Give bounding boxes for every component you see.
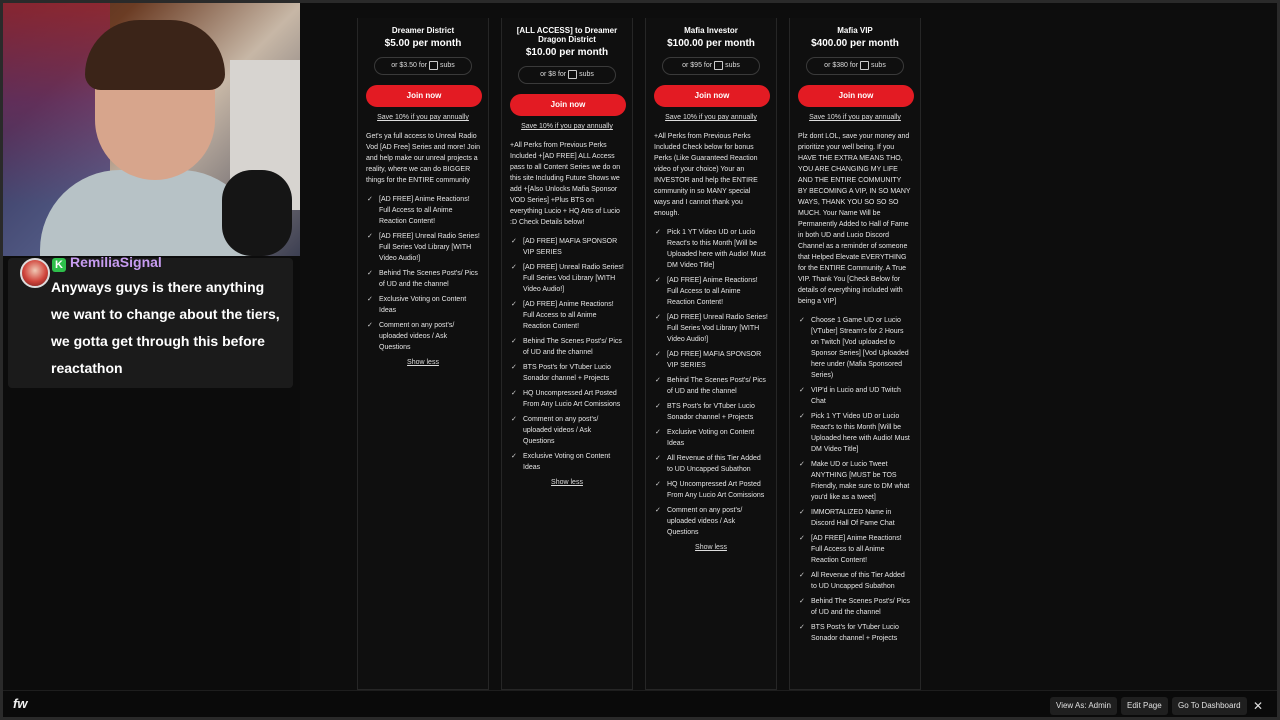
benefit-item xyxy=(654,375,768,397)
twitch-icon xyxy=(429,61,438,70)
benefit-item xyxy=(798,622,912,644)
tier-description: Plz dont LOL, save your money and prioritize your well being. If you HAVE THE EXTRA MEANS THO, YOU ARE CHANGING MY LIFE AND THE ENTIRE COMMUNITY BY BECOMING A VIP, IN SO MANY WAYS, THANK YOU SO SO SO MUCH. Your Name Will be Permanently Added to Hall of Fame in both UD and Lucio Discord Channel as a reminder of someone that Helped Elevate EVERYTHING for the ENTIRE Community. A True VIP. Thank You [Check Below for details of everything included with being a VIP] xyxy=(798,133,911,305)
save-annually-link[interactable]: Save 10% if you pay annually xyxy=(809,114,901,121)
alt-price-amount: or $380 for xyxy=(824,62,859,69)
tier-price: $100.00 per month xyxy=(667,38,755,49)
streamer-hair xyxy=(85,20,225,90)
alt-price-amount: or $8 for xyxy=(540,71,567,78)
check-icon: ✓ xyxy=(655,229,661,236)
benefit-text: BTS Post's for VTuber Lucio Sonador channel + Projects xyxy=(523,364,611,382)
tier-description: +All Perks from Previous Perks Included Check below for bonus Perks (Like Guaranteed Reaction video of your choice) Your an INVESTOR and help the ENTIRE community in so MANY special ways and I cannot thank you enough. xyxy=(654,133,758,217)
benefit-text: HQ Uncompressed Art Posted From Any Lucio Art Comissions xyxy=(667,481,765,499)
tier-description: +All Perks from Previous Perks Included +[AD FREE] ALL Access pass to all Content Series we do on this site Including Future Shows we add +[Also Unlocks Mafia Sponsor VOD Series] +Plus BTS on everything Lucio + HQ Arts of Lucio :D Check Details below! xyxy=(510,142,621,226)
benefit-item xyxy=(798,596,912,618)
check-icon: ✓ xyxy=(367,196,373,203)
benefit-text: Make UD or Lucio Tweet ANYTHING [MUST be TOS Friendly, make sure to DM what you'd like as a tweet] xyxy=(811,461,910,501)
alt-price-suffix: subs xyxy=(579,71,594,78)
check-icon: ✓ xyxy=(655,507,661,514)
check-icon: ✓ xyxy=(367,322,373,329)
alt-price-pill[interactable] xyxy=(662,57,760,75)
join-now-button[interactable]: Join now xyxy=(510,94,626,116)
benefit-item xyxy=(510,262,624,295)
benefit-text: BTS Post's for VTuber Lucio Sonador channel + Projects xyxy=(811,624,899,642)
benefit-list xyxy=(654,227,768,538)
benefit-item xyxy=(654,349,768,371)
benefit-item xyxy=(654,479,768,501)
benefit-text: Pick 1 YT Video UD or Lucio React's to this Month [Will be Uploaded here with Audio! Must DM Video Title] xyxy=(667,229,766,269)
check-icon: ✓ xyxy=(799,509,805,516)
microphone xyxy=(222,170,292,256)
benefit-text: [AD FREE] MAFIA SPONSOR VIP SERIES xyxy=(667,351,762,369)
benefit-text: Pick 1 YT Video UD or Lucio React's to this Month [Will be Uploaded here with Audio! Must DM Video Title] xyxy=(811,413,910,453)
check-icon: ✓ xyxy=(799,572,805,579)
twitch-icon xyxy=(568,70,577,79)
tier-card xyxy=(645,18,777,690)
benefit-item xyxy=(510,299,624,332)
benefit-text: Comment on any post's/ uploaded videos / Ask Questions xyxy=(379,322,455,351)
check-icon: ✓ xyxy=(511,416,517,423)
benefit-item xyxy=(366,194,480,227)
tier-card xyxy=(501,18,633,690)
benefit-item xyxy=(798,570,912,592)
chat-avatar xyxy=(20,258,50,288)
benefit-text: Exclusive Voting on Content Ideas xyxy=(379,296,467,314)
check-icon: ✓ xyxy=(655,481,661,488)
close-icon[interactable]: ✕ xyxy=(1252,699,1264,713)
tier-title: Mafia Investor xyxy=(684,26,738,35)
alt-price-suffix: subs xyxy=(871,62,886,69)
benefit-item xyxy=(510,388,624,410)
check-icon: ✓ xyxy=(511,301,517,308)
benefit-item xyxy=(366,320,480,353)
check-icon: ✓ xyxy=(655,429,661,436)
save-annually-link[interactable]: Save 10% if you pay annually xyxy=(521,123,613,130)
benefit-text: BTS Post's for VTuber Lucio Sonador channel + Projects xyxy=(667,403,755,421)
benefit-text: Comment on any post's/ uploaded videos / Ask Questions xyxy=(667,507,743,536)
chat-username: RemiliaSignal xyxy=(70,254,162,270)
check-icon: ✓ xyxy=(799,535,805,542)
check-icon: ✓ xyxy=(655,377,661,384)
tier-card xyxy=(357,18,489,690)
save-annually-link[interactable]: Save 10% if you pay annually xyxy=(665,114,757,121)
benefit-item xyxy=(798,385,912,407)
view-as-button[interactable]: View As: Admin xyxy=(1050,697,1117,715)
benefit-text: [AD FREE] Anime Reactions! Full Access to all Anime Reaction Content! xyxy=(811,535,902,564)
membership-page xyxy=(300,0,1280,690)
tier-description: Get's ya full access to Unreal Radio Vod [AD Free] Series and more! Join and help make our unreal projects a reality, where we can do BIGGER things for the ENTIRE community xyxy=(366,133,480,184)
benefit-text: Choose 1 Game UD or Lucio [VTuber] Stream's for 2 Hours on Twitch [Vod uploaded to Sponsor Series] [Vod Uploaded here under (Mafia Sponsored Series) xyxy=(811,317,909,379)
benefit-item xyxy=(798,459,912,503)
benefit-item xyxy=(366,231,480,264)
benefit-item xyxy=(510,362,624,384)
benefit-item xyxy=(366,294,480,316)
show-less-link[interactable]: Show less xyxy=(551,479,583,486)
show-less-link[interactable]: Show less xyxy=(695,544,727,551)
check-icon: ✓ xyxy=(367,296,373,303)
tier-price: $5.00 per month xyxy=(384,38,462,49)
join-now-button[interactable]: Join now xyxy=(366,85,482,107)
benefit-text: [AD FREE] MAFIA SPONSOR VIP SERIES xyxy=(523,238,618,256)
edit-page-button[interactable]: Edit Page xyxy=(1121,697,1168,715)
alt-price-pill[interactable] xyxy=(374,57,472,75)
check-icon: ✓ xyxy=(511,453,517,460)
benefit-text: Exclusive Voting on Content Ideas xyxy=(523,453,611,471)
benefit-text: Behind The Scenes Post's/ Pics of UD and the channel xyxy=(523,338,622,356)
benefit-item xyxy=(510,236,624,258)
tier-title: Dreamer District xyxy=(391,26,455,35)
check-icon: ✓ xyxy=(655,403,661,410)
benefit-item xyxy=(654,427,768,449)
check-icon: ✓ xyxy=(655,277,661,284)
admin-bar xyxy=(0,690,1280,720)
join-now-button[interactable]: Join now xyxy=(654,85,770,107)
alt-price-suffix: subs xyxy=(440,62,455,69)
benefit-item xyxy=(798,507,912,529)
benefit-text: [AD FREE] Anime Reactions! Full Access to all Anime Reaction Content! xyxy=(379,196,470,225)
alt-price-pill[interactable] xyxy=(518,66,616,84)
check-icon: ✓ xyxy=(799,317,805,324)
benefit-text: HQ Uncompressed Art Posted From Any Lucio Art Comissions xyxy=(523,390,621,408)
tier-card xyxy=(789,18,921,690)
dashboard-button[interactable]: Go To Dashboard xyxy=(1172,697,1247,715)
benefit-item xyxy=(654,453,768,475)
benefit-text: VIP'd in Lucio and UD Twitch Chat xyxy=(811,387,901,405)
twitch-icon xyxy=(714,61,723,70)
save-annually-link[interactable]: Save 10% if you pay annually xyxy=(377,114,469,121)
benefit-text: [AD FREE] Unreal Radio Series! Full Series Vod Library [WITH Video Audio!] xyxy=(667,314,768,343)
alt-price-suffix: subs xyxy=(725,62,740,69)
benefit-text: Exclusive Voting on Content Ideas xyxy=(667,429,755,447)
benefit-item xyxy=(798,533,912,566)
alt-price-amount: or $3.50 for xyxy=(391,62,427,69)
chat-overlay xyxy=(8,254,293,388)
check-icon: ✓ xyxy=(799,624,805,631)
chat-message: Anyways guys is there anything we want to change about the tiers, we gotta get through this before reactathon xyxy=(51,279,280,376)
tier-price: $400.00 per month xyxy=(811,38,899,49)
benefit-item xyxy=(510,336,624,358)
alt-price-pill[interactable] xyxy=(806,57,904,75)
check-icon: ✓ xyxy=(799,387,805,394)
benefit-text: [AD FREE] Anime Reactions! Full Access to all Anime Reaction Content! xyxy=(523,301,614,330)
benefit-list xyxy=(798,315,912,644)
benefit-item xyxy=(654,312,768,345)
check-icon: ✓ xyxy=(799,598,805,605)
join-now-button[interactable]: Join now xyxy=(798,85,914,107)
alt-price-amount: or $95 for xyxy=(682,62,713,69)
benefit-item xyxy=(798,315,912,381)
benefit-text: IMMORTALIZED Name in Discord Hall Of Fame Chat xyxy=(811,509,895,527)
check-icon: ✓ xyxy=(655,455,661,462)
benefit-item xyxy=(654,505,768,538)
benefit-item xyxy=(510,414,624,447)
check-icon: ✓ xyxy=(799,461,805,468)
tier-title: Mafia VIP xyxy=(837,26,873,35)
check-icon: ✓ xyxy=(367,270,373,277)
check-icon: ✓ xyxy=(511,338,517,345)
benefit-item xyxy=(654,275,768,308)
tier-price: $10.00 per month xyxy=(525,47,609,58)
twitch-icon xyxy=(860,61,869,70)
check-icon: ✓ xyxy=(799,413,805,420)
check-icon: ✓ xyxy=(511,390,517,397)
check-icon: ✓ xyxy=(367,233,373,240)
benefit-list xyxy=(510,236,624,473)
show-less-link[interactable]: Show less xyxy=(407,359,439,366)
benefit-item xyxy=(366,268,480,290)
benefit-text: [AD FREE] Unreal Radio Series! Full Series Vod Library [WITH Video Audio!] xyxy=(523,264,624,293)
benefit-text: All Revenue of this Tier Added to UD Uncapped Subathon xyxy=(811,572,905,590)
chat-badge-icon: K xyxy=(52,258,66,272)
benefit-text: All Revenue of this Tier Added to UD Uncapped Subathon xyxy=(667,455,761,473)
benefit-text: Comment on any post's/ uploaded videos / Ask Questions xyxy=(523,416,599,445)
benefit-text: Behind The Scenes Post's/ Pics of UD and the channel xyxy=(379,270,478,288)
check-icon: ✓ xyxy=(511,264,517,271)
benefit-text: [AD FREE] Unreal Radio Series! Full Series Vod Library [WITH Video Audio!] xyxy=(379,233,480,262)
check-icon: ✓ xyxy=(511,238,517,245)
check-icon: ✓ xyxy=(511,364,517,371)
benefit-text: Behind The Scenes Post's/ Pics of UD and the channel xyxy=(811,598,910,616)
tier-title: [ALL ACCESS] to Dreamer Dragon District xyxy=(516,26,618,44)
benefit-item xyxy=(798,411,912,455)
check-icon: ✓ xyxy=(655,351,661,358)
benefit-text: Behind The Scenes Post's/ Pics of UD and the channel xyxy=(667,377,766,395)
benefit-item xyxy=(510,451,624,473)
benefit-item xyxy=(654,401,768,423)
webcam-feed xyxy=(0,0,300,256)
benefit-list xyxy=(366,194,480,353)
check-icon: ✓ xyxy=(655,314,661,321)
fw-logo: fw xyxy=(13,696,28,711)
benefit-item xyxy=(654,227,768,271)
benefit-text: [AD FREE] Anime Reactions! Full Access to all Anime Reaction Content! xyxy=(667,277,758,306)
